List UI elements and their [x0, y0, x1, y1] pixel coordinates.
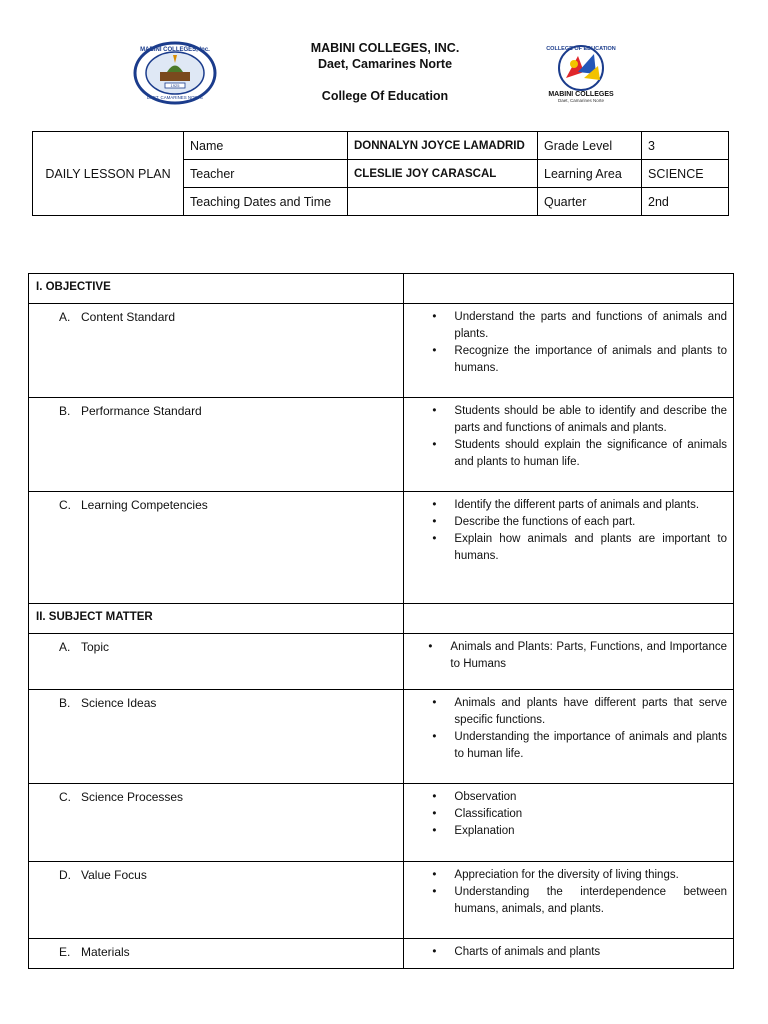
list-item: • Explanation	[454, 823, 727, 840]
value-focus-row: D. Value Focus • Appreciation for the diversity of living things. • Understanding the interdependence between humans, animals, and plants.	[29, 862, 734, 939]
document-header	[0, 0, 768, 120]
svg-text:MABINI COLLEGES, Inc.: MABINI COLLEGES, Inc.	[140, 47, 210, 53]
grade-level-value: 3	[642, 132, 729, 160]
svg-text:DAET, CAMARINES NORTE: DAET, CAMARINES NORTE	[146, 95, 204, 100]
school-name: MABINI COLLEGES, INC.	[310, 41, 460, 55]
list-item: • Students should be able to identify and describe the parts and functions of animals and plants.	[454, 403, 727, 437]
performance-standard-row: B. Performance Standard • Students should be able to identify and describe the parts and functions of animals and plants. • Students should explain the significance of animals and plants to human life.	[29, 398, 734, 492]
quarter-label: Quarter	[538, 188, 642, 216]
performance-standard-label: Performance Standard	[81, 404, 202, 418]
science-ideas-row: B. Science Ideas • Animals and plants have different parts that serve specific functions. • Understanding the importance of animals and plants to human life.	[29, 690, 734, 784]
daily-lesson-plan-title: DAILY LESSON PLAN	[33, 132, 184, 216]
learning-competencies-row: C. Learning Competencies • Identify the different parts of animals and plants. • Describe the functions of each part. • Explain how animals and plants are important to humans.	[29, 492, 734, 604]
lesson-info-table	[32, 131, 729, 216]
list-item: • Understand the parts and functions of animals and plants.	[454, 309, 727, 343]
science-ideas-list	[404, 690, 733, 763]
school-location: Daet, Camarines Norte	[317, 57, 453, 71]
materials-label: Materials	[81, 945, 130, 959]
college-of-education-logo	[538, 42, 624, 104]
subject-matter-header-row	[29, 604, 734, 634]
college-name: College Of Education	[321, 89, 449, 103]
grade-level-label: Grade Level	[538, 132, 642, 160]
materials-list	[404, 939, 733, 961]
objective-heading: I. OBJECTIVE	[36, 281, 111, 293]
list-item: • Animals and plants have different parts that serve specific functions.	[454, 695, 727, 729]
list-item: • Charts of animals and plants	[454, 944, 727, 961]
learning-area-label: Learning Area	[538, 160, 642, 188]
objective-header-row	[29, 274, 734, 304]
list-item: • Describe the functions of each part.	[454, 514, 727, 531]
topic-list	[404, 634, 733, 673]
topic-label: Topic	[81, 640, 110, 654]
learning-competencies-list	[404, 492, 733, 565]
performance-standard-list	[404, 398, 733, 471]
list-item: • Identify the different parts of animals and plants.	[454, 497, 727, 514]
list-item: • Recognize the importance of animals and plants to humans.	[454, 343, 727, 377]
learning-area-value: SCIENCE	[642, 160, 729, 188]
teaching-dates-label: Teaching Dates and Time	[184, 188, 348, 216]
name-label: Name	[184, 132, 348, 160]
svg-text:COLLEGE OF EDUCATION: COLLEGE OF EDUCATION	[546, 46, 616, 52]
lesson-plan-table	[28, 273, 734, 969]
teacher-value: CLESLIE JOY CARASCAL	[348, 160, 538, 188]
content-standard-row: A. Content Standard • Understand the parts and functions of animals and plants. • Recognize the importance of animals and plants to humans.	[29, 304, 734, 398]
list-item: • Understanding the importance of animals and plants to human life.	[454, 729, 727, 763]
topic-row: A. Topic • Animals and Plants: Parts, Functions, and Importance to Humans	[29, 634, 734, 690]
list-item: • Observation	[454, 789, 727, 806]
svg-text:MABINI COLLEGES: MABINI COLLEGES	[548, 91, 614, 98]
quarter-value: 2nd	[642, 188, 729, 216]
science-processes-row: C. Science Processes • Observation • Classification • Explanation	[29, 784, 734, 862]
list-item: • Animals and Plants: Parts, Functions, and Importance to Humans	[450, 639, 727, 673]
value-focus-label: Value Focus	[81, 868, 147, 882]
teacher-label: Teacher	[184, 160, 348, 188]
materials-row: E. Materials • Charts of animals and plants	[29, 939, 734, 969]
content-standard-list	[404, 304, 733, 377]
mabini-colleges-seal-logo	[133, 41, 217, 105]
science-processes-list	[404, 784, 733, 840]
list-item: • Understanding the interdependence between humans, animals, and plants.	[454, 884, 727, 918]
list-item: • Classification	[454, 806, 727, 823]
value-focus-list	[404, 862, 733, 918]
teaching-dates-value	[348, 188, 538, 216]
list-item: • Appreciation for the diversity of living things.	[454, 867, 727, 884]
science-ideas-label: Science Ideas	[81, 696, 157, 710]
name-value: DONNALYN JOYCE LAMADRID	[348, 132, 538, 160]
info-row-name	[33, 132, 729, 160]
subject-matter-heading: II. SUBJECT MATTER	[36, 611, 153, 623]
list-item: • Explain how animals and plants are important to humans.	[454, 531, 727, 565]
content-standard-label: Content Standard	[81, 310, 176, 324]
learning-competencies-label: Learning Competencies	[81, 498, 208, 512]
list-item: • Students should explain the significance of animals and plants to human life.	[454, 437, 727, 471]
svg-text:Daet, Camarines Norte: Daet, Camarines Norte	[557, 98, 605, 103]
science-processes-label: Science Processes	[81, 790, 184, 804]
svg-text:1925: 1925	[170, 83, 180, 88]
